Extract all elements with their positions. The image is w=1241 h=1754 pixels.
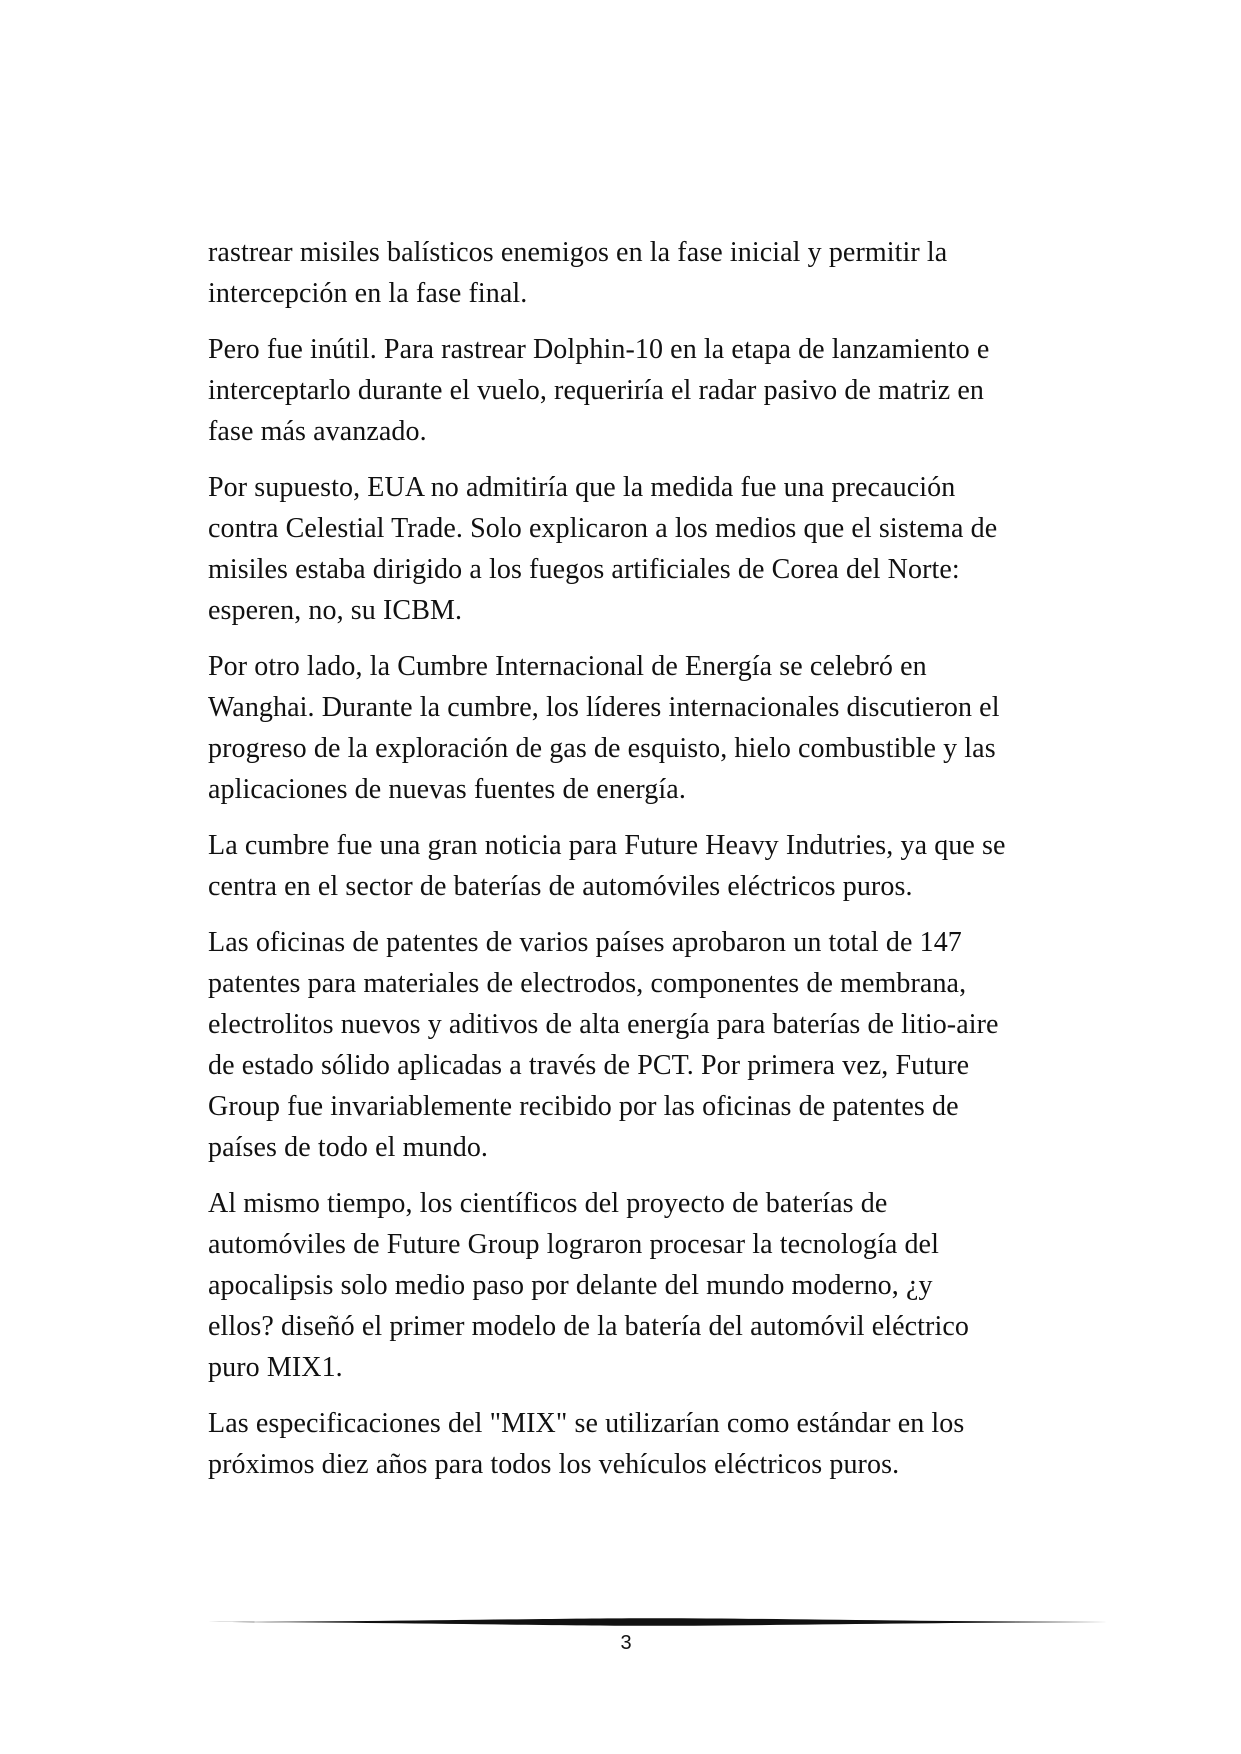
footer-divider xyxy=(208,1616,1108,1628)
paragraph: Al mismo tiempo, los científicos del proyecto de baterías de automóviles de Future Group lograron procesar la tecnología del apocalipsis solo medio paso por delante del mundo moderno, ¿y ellos? diseñó el primer modelo de la batería del automóvil eléctrico puro MIX1. xyxy=(208,1188,969,1383)
paragraph: Pero fue inútil. Para rastrear Dolphin-10 en la etapa de lanzamiento e interceptarlo durante el vuelo, requeriría el radar pasivo de matriz en fase más avanzado. xyxy=(208,334,990,447)
paragraph: Las oficinas de patentes de varios países aprobaron un total de 147 patentes para materiales de electrodos, componentes de membrana, electrolitos nuevos y aditivos de alta energía para baterías de litio-aire de estado sólido aplicadas a través de PCT. Por primera vez, Future Group fue invariablemente recibido por las oficinas de patentes de países de todo el mundo. xyxy=(208,927,999,1163)
page-number: 3 xyxy=(620,1632,632,1654)
paragraph: Por otro lado, la Cumbre Internacional de Energía se celebró en Wanghai. Durante la cumbre, los líderes internacionales discutieron el progreso de la exploración de gas de esquisto, hielo combustible y las aplicaciones de nuevas fuentes de energía. xyxy=(208,651,1000,805)
paragraph: rastrear misiles balísticos enemigos en la fase inicial y permitir la intercepción en la fase final. xyxy=(208,237,948,309)
body-text xyxy=(208,232,1068,1500)
paragraph: Por supuesto, EUA no admitiría que la medida fue una precaución contra Celestial Trade. Solo explicaron a los medios que el sistema de misiles estaba dirigido a los fuegos artificiales de Corea del Norte: esperen, no, su ICBM. xyxy=(208,472,998,626)
paragraph: La cumbre fue una gran noticia para Future Heavy Indutries, ya que se centra en el sector de baterías de automóviles eléctricos puros. xyxy=(208,830,1006,902)
paragraph: Las especificaciones del "MIX" se utilizarían como estándar en los próximos diez años para todos los vehículos eléctricos puros. xyxy=(208,1408,965,1480)
